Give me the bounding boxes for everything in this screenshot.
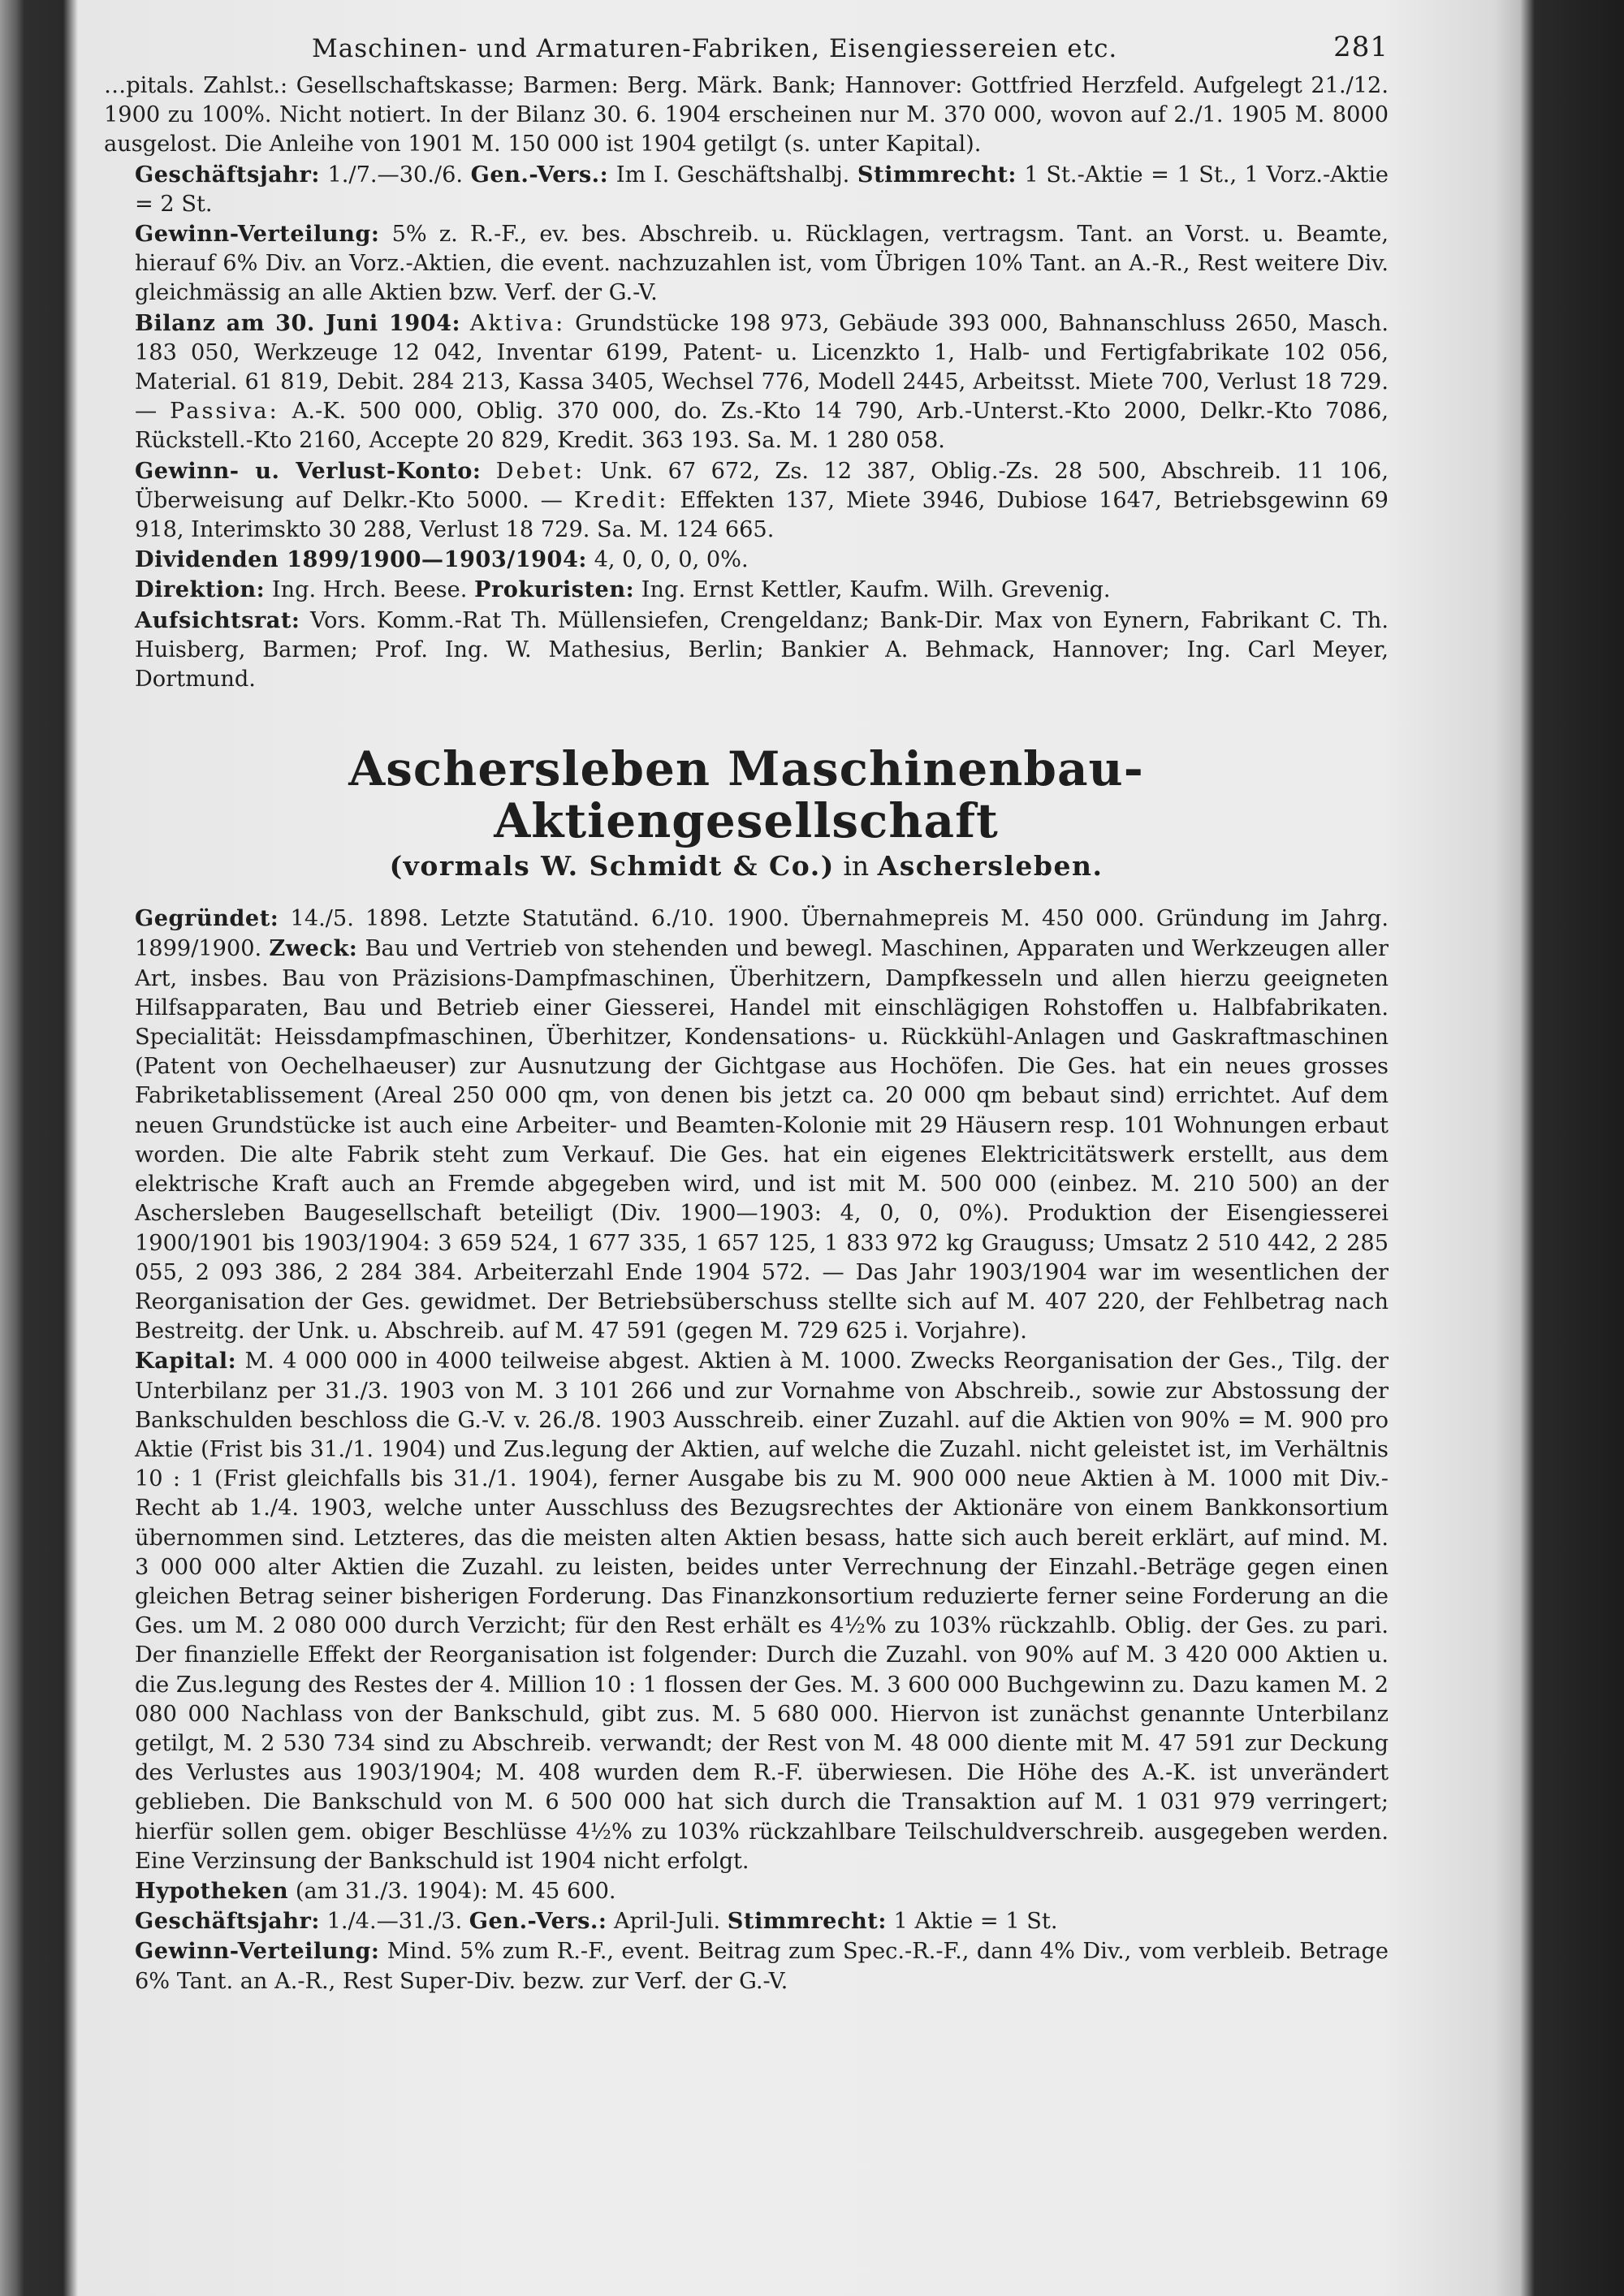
running-title: Maschinen- und Armaturen-Fabriken, Eisengiessereien etc. bbox=[312, 34, 1118, 63]
text: 1./4.—31./3. bbox=[326, 1909, 463, 1935]
prev-bilanz-paragraph bbox=[104, 309, 1389, 456]
text: Vors. Komm.-Rat Th. Müllensiefen, Crengeldanz; Bank-Dir. Max von Eynern, Fabrikant C. Th. Huisberg, Barmen; Prof. Ing. W. Mathesius, Berlin; Bankier A. Behmack, Hannover; Ing. Carl Meyer, Dortmund. bbox=[135, 607, 1389, 693]
passiva-label: Passiva: bbox=[170, 399, 279, 425]
subtitle-former-name: (vormals W. Schmidt & Co.) bbox=[389, 850, 835, 883]
label: Gewinn-Verteilung: bbox=[135, 1938, 380, 1965]
label: Gen.-Vers.: bbox=[469, 1908, 607, 1935]
page-content bbox=[104, 28, 1389, 2277]
label: Gewinn- u. Verlust-Konto: bbox=[135, 457, 482, 484]
text: Unk. 67 672, Zs. 12 387, Oblig.-Zs. 28 500, Abschreib. 11 106, Überweisung auf Delkr.-Kto 5000. — bbox=[135, 458, 1389, 513]
text: 1 Aktie = 1 St. bbox=[893, 1909, 1058, 1935]
page-header bbox=[104, 28, 1389, 71]
label: Geschäftsjahr: bbox=[135, 1908, 320, 1935]
text: M. 4 000 000 in 4000 teilweise abgest. Aktien à M. 1000. Zwecks Reorganisation der Ges., Tilg. der Unterbilanz per 31./3. 1903 von M. 3 101 266 und zur Vornahme von Abschreib., sowie zur Abstossung der Bankschulden beschloss die G.-V. v. 26./8. 1903 Ausschreib. einer Zuzahl. auf die Aktien von 90% = M. 900 pro Aktie (Frist bis 31./1. 1904) und Zus.legung der Aktien, auf welche die Zuzahl. nicht geleistet ist, im Verhältnis 10 : 1 (Frist gleichfalls bis 31./1. 1904), ferner Ausgabe bis zu M. 900 000 neue Aktien à M. 1000 mit Div.-Recht ab 1./4. 1903, welche unter Ausschluss des Bezugsrechtes der Aktionäre von einem Bankkonsortium übernommen sind. Letzteres, das die meisten alten Aktien besass, hatte sich auch bereit erklärt, auf mind. M. 3 000 000 alter Aktien die Zuzahl. zu leisten, beides unter Verrechnung der Einzahl.-Beträge gegen einen gleichen Betrag seiner bisherigen Forderung. Das Finanzkonsortium reduzierte ferner seine Forderung an die Ges. um M. 2 080 000 durch Verzicht; für den Rest erhält es 4½% zu 103% rückzahlb. Oblig. der Ges. zu pari. Der finanzielle Effekt der Reorganisation ist folgender: Durch die Zuzahl. von 90% auf M. 3 420 000 Aktien u. die Zus.legung des Restes der 4. Million 10 : 1 flossen der Ges. M. 3 600 000 Buchgewinn zu. Dazu kamen M. 2 080 000 Nachlass von der Bankschuld, gibt zus. M. 5 680 000. Hiervon ist zunächst genannte Unterbilanz getilgt, M. 2 530 734 sind zu Abschreib. verwandt; der Rest von M. 48 000 diente mit M. 47 591 zur Deckung des Verlustes aus 1903/1904; M. 408 wurden dem R.-F. überwiesen. Die Höhe des A.-K. ist unverändert geblieben. Die Bankschuld von M. 6 500 000 hat sich durch die Transaktion auf M. 1 031 979 verringert; hierfür sollen gem. obiger Beschlüsse 4½% zu 103% rückzahlbare Teilschuldverschreib. ausgegeben werden. Eine Verzinsung der Bankschuld ist 1904 nicht erfolgt. bbox=[135, 1349, 1389, 1874]
text: 5% z. R.-F., ev. bes. Abschreib. u. Rücklagen, vertragsm. Tant. an Vorst. u. Beamte, hierauf 6% Div. an Vorz.-Aktien, die event. nachzuzahlen ist, vom Übrigen 10% Tant. an A.-R., Rest weitere Div. gleichmässig an alle Aktien bzw. Verf. der G.-V. bbox=[135, 222, 1389, 306]
prev-geschaeftsjahr-paragraph bbox=[104, 160, 1389, 219]
previous-entry bbox=[104, 71, 1389, 694]
text: A.-K. 500 000, Oblig. 370 000, do. Zs.-Kto 14 790, Arb.-Unterst.-Kto 2000, Delkr.-Kto 7086, Rückstell.-Kto 2160, Accepte 20 829, Kredit. 363 193. Sa. M. 1 280 058. bbox=[135, 399, 1389, 454]
prev-anleihe-paragraph: …pitals. Zahlst.: Gesellschaftskasse; Barmen: Berg. Märk. Bank; Hannover: Gottfried Herzfeld. Aufgelegt 21./12. 1900 zu 100%. Nicht notiert. In der Bilanz 30. 6. 1904 erscheinen nur M. 370 000, wovon auf 2./1. 1905 M. 8000 ausgelost. Die Anleihe von 1901 M. 150 000 ist 1904 getilgt (s. unter Kapital). bbox=[104, 73, 1389, 158]
label: Kapital: bbox=[135, 1348, 237, 1375]
text: April-Juli. bbox=[614, 1909, 721, 1935]
geschaeftsjahr-paragraph bbox=[104, 1906, 1389, 1936]
page-number: 281 bbox=[1333, 31, 1389, 63]
label: Prokuristen: bbox=[474, 576, 635, 603]
company-title: Aschersleben Maschinenbau-Aktiengesellschaft bbox=[348, 741, 1144, 849]
text: (am 31./3. 1904): M. 45 600. bbox=[295, 1878, 616, 1904]
prev-dividenden-paragraph bbox=[104, 545, 1389, 575]
kredit-label: Kredit: bbox=[573, 487, 669, 513]
label: Dividenden 1899/1900—1903/1904: bbox=[135, 546, 587, 573]
hypotheken-paragraph bbox=[104, 1876, 1389, 1906]
text: Bau und Vertrieb von stehenden und bewegl. Maschinen, Apparaten und Werkzeugen aller Art, insbes. Bau von Präzisions-Dampfmaschinen, Überhitzern, Dampfkesseln und allen hierzu geeigneten Hilfsapparaten, Bau und Betrieb einer Giesserei, Handel mit einschlägigen Rohstoffen u. Halbfabrikaten. Specialität: Heissdampfmaschinen, Überhitzer, Kondensations- u. Rückkühl-Anlagen und Gaskraftmaschinen (Patent von Oechelhaeuser) zur Ausnutzung der Gichtgase aus Hochöfen. Die Ges. hat ein neues grosses Fabriketablissement (Areal 250 000 qm, von denen bis jetzt ca. 20 000 qm bebaut sind) errichtet. Auf dem neuen Grundstücke ist auch eine Arbeiter- und Beamten-Kolonie mit 29 Häusern resp. 101 Wohnungen erbaut worden. Die alte Fabrik steht zum Verkauf. Die Ges. hat ein eigenes Elektricitätswerk erstellt, aus dem elektrische Kraft auch an Fremde abgegeben wird, und ist mit M. 500 000 (einbez. M. 210 500) an der Aschersleben Baugesellschaft beteiligt (Div. 1900—1903: 4, 0, 0, 0%). Produktion der Eisengiesserei 1900/1901 bis 1903/1904: 3 659 524, 1 677 335, 1 657 125, 1 833 972 kg Grauguss; Umsatz 2 510 442, 2 285 055, 2 093 386, 2 284 384. Arbeiterzahl Ende 1904 572. — Das Jahr 1903/1904 war im wesentlichen der Reorganisation der Ges. gewidmet. Der Betriebsüberschuss stellte sich auf M. 407 220, der Fehlbetrag nach Bestreitg. der Unk. u. Abschreib. auf M. 47 591 (gegen M. 729 625 i. Vorjahre). bbox=[135, 936, 1389, 1344]
label: Hypotheken bbox=[135, 1877, 289, 1904]
text: Effekten 137, Miete 3946, Dubiose 1647, Betriebsgewinn 69 918, Interimskto 30 288, Verlust 18 729. Sa. M. 124 665. bbox=[135, 487, 1389, 543]
text: Ing. Ernst Kettler, Kaufm. Wilh. Grevenig. bbox=[641, 577, 1111, 603]
company-subtitle bbox=[104, 850, 1389, 883]
label: Gegründet: bbox=[135, 905, 279, 932]
gewinn-verteilung-paragraph bbox=[104, 1936, 1389, 1996]
prev-direktion-paragraph bbox=[104, 575, 1389, 605]
prev-gewinn-verlust-paragraph bbox=[104, 456, 1389, 546]
company-entry bbox=[104, 904, 1389, 1996]
label: Stimmrecht: bbox=[727, 1908, 887, 1935]
text: Mind. 5% zum R.-F., event. Beitrag zum Spec.-R.-F., dann 4% Div., vom verbleib. Betrage 6% Tant. an A.-R., Rest Super-Div. bezw. zur Verf. der G.-V. bbox=[135, 1939, 1389, 1994]
gegruendet-paragraph bbox=[104, 904, 1389, 1346]
debet-label: Debet: bbox=[495, 458, 585, 484]
text: Grundstücke 198 973, Gebäude 393 000, Bahnanschluss 2650, Masch. 183 050, Werkzeuge 12 042, Inventar 6199, Patent- u. Licenzkto 1, Halb- und Fertigfabrikate 102 056, Material. 61 819, Debit. 284 213, Kassa 3405, Wechsel 776, Modell 2445, Arbeitsst. Miete 700, Verlust 18 729. — bbox=[135, 310, 1389, 425]
label: Zweck: bbox=[269, 935, 358, 962]
subtitle-location: Aschersleben. bbox=[877, 850, 1104, 883]
subtitle-in: in bbox=[843, 850, 870, 883]
text: Im I. Geschäftshalbj. bbox=[615, 162, 850, 188]
label: Gen.-Vers.: bbox=[470, 161, 609, 188]
label: Stimmrecht: bbox=[857, 161, 1017, 188]
text: 1 St.-Aktie = 1 St., 1 Vorz.-Aktie = 2 St. bbox=[135, 162, 1389, 217]
text: 14./5. 1898. Letzte Statutänd. 6./10. 1900. Übernahmepreis M. 450 000. Gründung im Jahrg. 1899/1900. bbox=[135, 906, 1389, 962]
kapital-paragraph bbox=[104, 1346, 1389, 1876]
text: Ing. Hrch. Beese. bbox=[271, 577, 468, 603]
label: Bilanz am 30. Juni 1904: bbox=[135, 309, 461, 336]
prev-gewinn-verteilung-paragraph bbox=[104, 219, 1389, 309]
label: Aufsichtsrat: bbox=[135, 606, 300, 633]
prev-aufsichtsrat-paragraph bbox=[104, 606, 1389, 695]
label: Direktion: bbox=[135, 576, 266, 603]
text: 1./7.—30./6. bbox=[327, 162, 464, 188]
label: Geschäftsjahr: bbox=[135, 161, 320, 188]
aktiva-label: Aktiva: bbox=[469, 310, 566, 336]
label: Gewinn-Verteilung: bbox=[135, 221, 380, 248]
text: 4, 0, 0, 0, 0%. bbox=[594, 547, 749, 573]
